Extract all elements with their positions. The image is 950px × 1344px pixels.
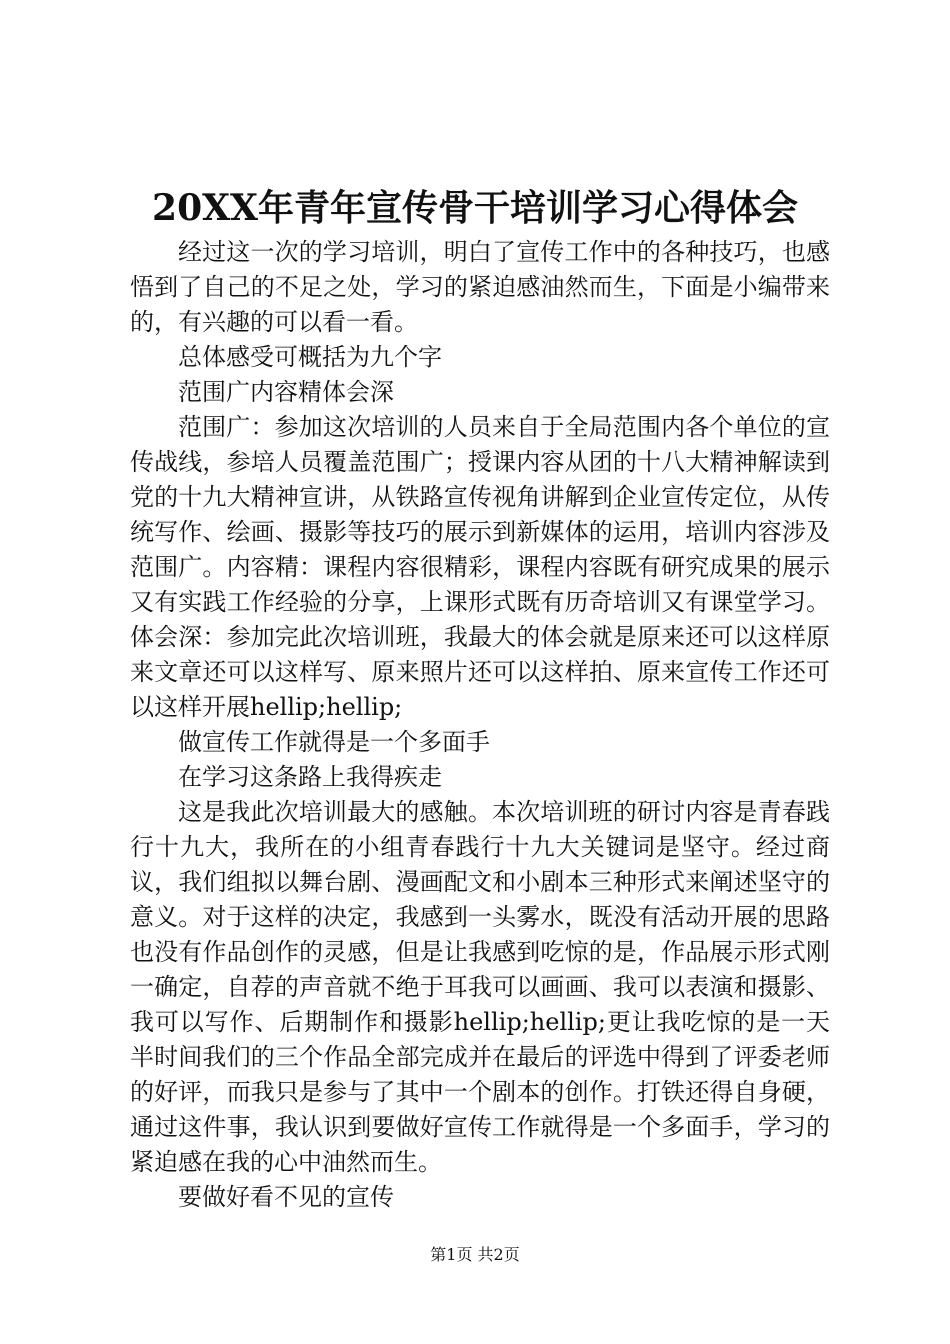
document-body bbox=[130, 235, 830, 1215]
paragraph-intro: 经过这一次的学习培训，明白了宣传工作中的各种技巧，也感悟到了自己的不足之处，学习的紧迫感油然而生，下面是小编带来的，有兴趣的可以看一看。 bbox=[130, 238, 830, 336]
paragraph-keep-learning-heading: 在学习这条路上我得疾走 bbox=[178, 763, 442, 791]
paragraph-invisible-publicity-heading: 要做好看不见的宣传 bbox=[178, 1183, 394, 1211]
paragraph-versatile-heading: 做宣传工作就得是一个多面手 bbox=[178, 728, 490, 756]
paragraph-scope-content-experience: 范围广：参加这次培训的人员来自于全局范围内各个单位的宣传战线，参培人员覆盖范围广；授课内容从团的十八大精神解读到党的十九大精神宣讲，从铁路宣传视角讲解到企业宣传定位，从传统写作、绘画、摄影等技巧的展示到新媒体的运用，培训内容涉及范围广。内容精：课程内容很精彩，课程内容既有研究成果的展示又有实践工作经验的分享，上课形式既有历奇培训又有课堂学习。体会深：参加完此次培训班，我最大的体会就是原来还可以这样原来文章还可以这样写、原来照片还可以这样拍、原来宣传工作还可以这样开展hellip;hellip; bbox=[130, 413, 830, 721]
document-title: 20XX年青年宣传骨干培训学习心得体会 bbox=[152, 187, 798, 229]
page-footer: 第1页 共2页 bbox=[430, 1245, 520, 1264]
paragraph-nine-characters: 范围广内容精体会深 bbox=[178, 378, 394, 406]
paragraph-workshop-reflection: 这是我此次培训最大的感触。本次培训班的研讨内容是青春践行十九大，我所在的小组青春践行十九大关键词是坚守。经过商议，我们组拟以舞台剧、漫画配文和小剧本三种形式来阐述坚守的意义。对于这样的决定，我感到一头雾水，既没有活动开展的思路也没有作品创作的灵感，但是让我感到吃惊的是，作品展示形式刚一确定，自荐的声音就不绝于耳我可以画画、我可以表演和摄影、我可以写作、后期制作和摄影hellip;hellip;更让我吃惊的是一天半时间我们的三个作品全部完成并在最后的评选中得到了评委老师的好评，而我只是参与了其中一个剧本的创作。打铁还得自身硬，通过这件事，我认识到要做好宣传工作就得是一个多面手，学习的紧迫感在我的心中油然而生。 bbox=[130, 798, 830, 1176]
paragraph-summary-heading: 总体感受可概括为九个字 bbox=[178, 343, 442, 371]
